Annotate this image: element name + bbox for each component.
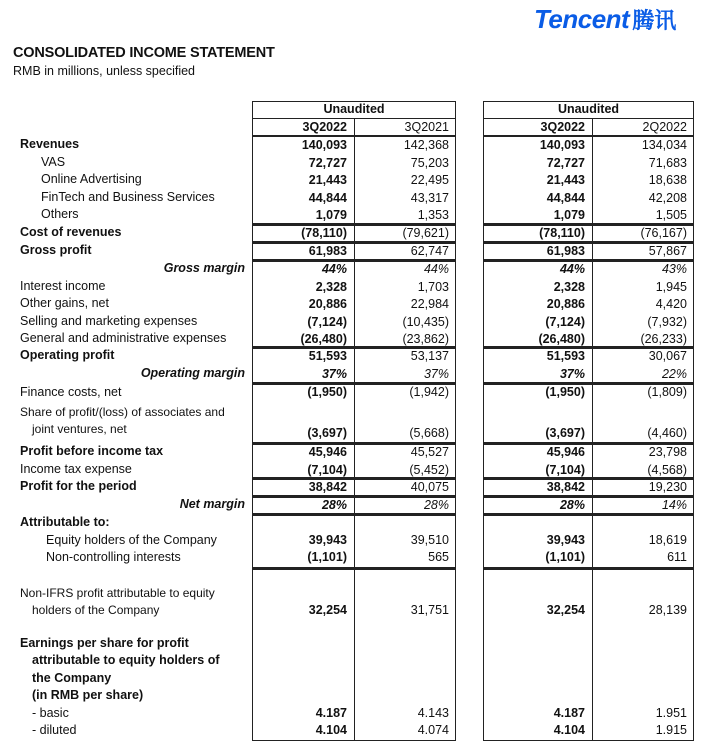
cell-others: 1,353 <box>417 208 449 222</box>
cell-equity-holders: 39,510 <box>410 533 449 547</box>
cell-operating-profit: 30,067 <box>648 349 687 363</box>
cell-non-ifrs: 32,254 <box>546 603 585 617</box>
cell-income-tax: (7,104) <box>545 462 585 477</box>
label-general-admin: General and administrative expenses <box>20 331 227 345</box>
cell-operating-profit: 51,593 <box>546 349 585 363</box>
cell-fintech: 44,844 <box>546 190 585 205</box>
cell-other-gains: 20,886 <box>546 297 585 311</box>
cell-profit-before-tax: 45,527 <box>410 445 449 459</box>
cell-interest-income: 2,328 <box>553 279 585 294</box>
cell-revenues: 140,093 <box>539 138 585 152</box>
cell-net-margin: 28% <box>321 498 347 512</box>
page-subtitle: RMB in millions, unless specified <box>13 64 196 78</box>
cell-operating-profit: 51,593 <box>308 349 347 363</box>
cell-others: 1,079 <box>315 208 347 222</box>
label-operating-margin: Operating margin <box>140 366 245 380</box>
cell-interest-income: 1,703 <box>417 279 449 294</box>
cell-eps-basic: 4.187 <box>315 705 347 720</box>
cell-selling-marketing: (7,932) <box>647 314 687 329</box>
label-eps-line2: attributable to equity holders of <box>32 653 220 667</box>
cell-general-admin: (23,862) <box>402 332 449 346</box>
cell-profit-before-tax: 45,946 <box>546 445 585 459</box>
label-net-margin: Net margin <box>179 497 245 511</box>
cell-finance-costs: (1,950) <box>545 385 585 399</box>
cell-equity-holders: 39,943 <box>308 533 347 547</box>
row-divider <box>483 567 694 570</box>
cell-equity-holders: 39,943 <box>546 533 585 547</box>
cell-share-of-profit: (5,668) <box>409 426 449 440</box>
cell-operating-margin: 22% <box>661 367 687 381</box>
cell-income-tax: (5,452) <box>409 462 449 477</box>
logo-cn-text: 腾讯 <box>632 8 677 34</box>
cell-general-admin: (26,480) <box>300 332 347 346</box>
cell-non-ifrs: 31,751 <box>410 603 449 617</box>
cell-profit-for-period: 38,842 <box>546 480 585 494</box>
cell-profit-for-period: 38,842 <box>308 480 347 494</box>
cell-online-advertising: 18,638 <box>648 173 687 187</box>
cell-income-tax: (7,104) <box>307 462 347 477</box>
column-group-header: Unaudited <box>557 102 620 116</box>
cell-selling-marketing: (10,435) <box>402 314 449 329</box>
column-group-header: Unaudited <box>323 102 385 116</box>
cell-other-gains: 22,984 <box>410 297 449 311</box>
label-equity-holders: Equity holders of the Company <box>46 533 217 547</box>
cell-non-controlling: 565 <box>428 550 449 564</box>
cell-net-margin: 28% <box>423 498 449 512</box>
cell-equity-holders: 18,619 <box>648 533 687 547</box>
cell-gross-profit: 57,867 <box>648 244 687 258</box>
row-divider <box>252 567 456 570</box>
label-share-of-profit-line2: joint ventures, net <box>32 422 127 436</box>
label-non-ifrs-line2: holders of the Company <box>32 603 160 617</box>
cell-non-controlling: (1,101) <box>545 550 585 564</box>
cell-fintech: 42,208 <box>648 190 687 205</box>
label-fintech: FinTech and Business Services <box>41 189 215 204</box>
label-attributable-to: Attributable to: <box>20 515 110 529</box>
cell-operating-profit: 53,137 <box>410 349 449 363</box>
cell-vas: 72,727 <box>308 155 347 170</box>
label-revenues: Revenues <box>20 137 80 151</box>
cell-eps-diluted: 4.074 <box>417 723 449 737</box>
cell-fintech: 44,844 <box>308 190 347 205</box>
label-eps-line1: Earnings per share for profit <box>20 636 189 650</box>
cell-eps-basic: 1.951 <box>655 705 687 720</box>
page-title: CONSOLIDATED INCOME STATEMENT <box>13 45 275 61</box>
cell-profit-for-period: 19,230 <box>648 480 687 494</box>
cell-non-controlling: (1,101) <box>307 550 347 564</box>
cell-share-of-profit: (3,697) <box>307 426 347 440</box>
cell-gross-margin: 44% <box>321 262 347 276</box>
cell-operating-margin: 37% <box>321 367 347 381</box>
cell-income-tax: (4,568) <box>647 462 687 477</box>
cell-eps-basic: 4.187 <box>553 705 585 720</box>
cell-other-gains: 4,420 <box>655 297 687 311</box>
cell-others: 1,505 <box>655 208 687 222</box>
label-interest-income: Interest income <box>20 278 106 293</box>
label-profit-for-period: Profit for the period <box>20 479 137 493</box>
cell-gross-profit: 61,983 <box>546 244 585 258</box>
label-cost-of-revenues: Cost of revenues <box>20 225 122 239</box>
cell-cost-of-revenues: (76,167) <box>640 226 687 240</box>
label-finance-costs: Finance costs, net <box>20 385 122 399</box>
cell-general-admin: (26,480) <box>538 332 585 346</box>
label-other-gains: Other gains, net <box>20 296 109 310</box>
cell-gross-profit: 62,747 <box>410 244 449 258</box>
cell-gross-margin: 44% <box>423 262 449 276</box>
cell-finance-costs: (1,809) <box>647 385 687 399</box>
label-selling-marketing: Selling and marketing expenses <box>20 313 198 328</box>
cell-net-margin: 28% <box>559 498 585 512</box>
cell-fintech: 43,317 <box>410 190 449 205</box>
cell-gross-margin: 43% <box>661 262 687 276</box>
cell-vas: 71,683 <box>648 155 687 170</box>
cell-other-gains: 20,886 <box>308 297 347 311</box>
label-others: Others <box>41 207 79 221</box>
cell-selling-marketing: (7,124) <box>307 314 347 329</box>
cell-non-controlling: 611 <box>667 550 687 564</box>
label-operating-profit: Operating profit <box>20 348 115 362</box>
cell-general-admin: (26,233) <box>640 332 687 346</box>
cell-eps-basic: 4.143 <box>417 705 449 720</box>
cell-non-ifrs: 28,139 <box>648 603 687 617</box>
cell-operating-margin: 37% <box>559 367 585 381</box>
cell-others: 1,079 <box>553 208 585 222</box>
cell-interest-income: 1,945 <box>655 279 687 294</box>
column-header-current: 3Q2022 <box>302 119 347 134</box>
cell-interest-income: 2,328 <box>315 279 347 294</box>
cell-net-margin: 14% <box>661 498 687 512</box>
tencent-logo <box>534 4 676 34</box>
cell-cost-of-revenues: (79,621) <box>402 226 449 240</box>
cell-gross-margin: 44% <box>559 262 585 276</box>
column-header-current: 3Q2022 <box>540 119 585 134</box>
label-non-ifrs-line1: Non-IFRS profit attributable to equity <box>20 586 215 600</box>
cell-revenues: 134,034 <box>641 138 687 152</box>
label-income-tax: Income tax expense <box>20 461 132 476</box>
cell-finance-costs: (1,950) <box>307 385 347 399</box>
cell-cost-of-revenues: (78,110) <box>301 226 347 240</box>
cell-vas: 75,203 <box>410 155 449 170</box>
label-gross-margin: Gross margin <box>163 261 245 275</box>
cell-revenues: 140,093 <box>301 138 347 152</box>
cell-operating-margin: 37% <box>423 367 449 381</box>
label-vas: VAS <box>41 154 66 169</box>
cell-eps-diluted: 4.104 <box>553 723 585 737</box>
label-non-controlling: Non-controlling interests <box>46 550 181 564</box>
label-gross-profit: Gross profit <box>20 243 92 257</box>
cell-cost-of-revenues: (78,110) <box>539 226 585 240</box>
cell-finance-costs: (1,942) <box>409 385 449 399</box>
cell-share-of-profit: (4,460) <box>647 426 687 440</box>
label-eps-line4: (in RMB per share) <box>32 688 144 702</box>
cell-online-advertising: 21,443 <box>308 173 347 187</box>
cell-profit-before-tax: 45,946 <box>308 445 347 459</box>
label-eps-line3: the Company <box>32 670 112 685</box>
label-share-of-profit-line1: Share of profit/(loss) of associates and <box>20 405 225 419</box>
cell-revenues: 142,368 <box>403 138 449 152</box>
cell-eps-diluted: 4.104 <box>315 723 347 737</box>
label-eps-diluted: - diluted <box>32 723 77 737</box>
label-profit-before-tax: Profit before income tax <box>20 444 164 458</box>
cell-online-advertising: 21,443 <box>546 173 585 187</box>
cell-share-of-profit: (3,697) <box>545 426 585 440</box>
cell-selling-marketing: (7,124) <box>545 314 585 329</box>
label-online-advertising: Online Advertising <box>41 172 142 186</box>
logo-text: Tencent <box>534 3 630 34</box>
cell-profit-before-tax: 23,798 <box>648 445 687 459</box>
cell-eps-diluted: 1.915 <box>655 723 687 737</box>
column-header-prior: 2Q2022 <box>642 119 687 134</box>
cell-vas: 72,727 <box>546 155 585 170</box>
label-eps-basic: - basic <box>32 705 69 720</box>
cell-online-advertising: 22,495 <box>410 173 449 187</box>
column-header-prior: 3Q2021 <box>404 119 449 134</box>
cell-gross-profit: 61,983 <box>308 244 347 258</box>
cell-non-ifrs: 32,254 <box>308 603 347 617</box>
cell-profit-for-period: 40,075 <box>410 480 449 494</box>
